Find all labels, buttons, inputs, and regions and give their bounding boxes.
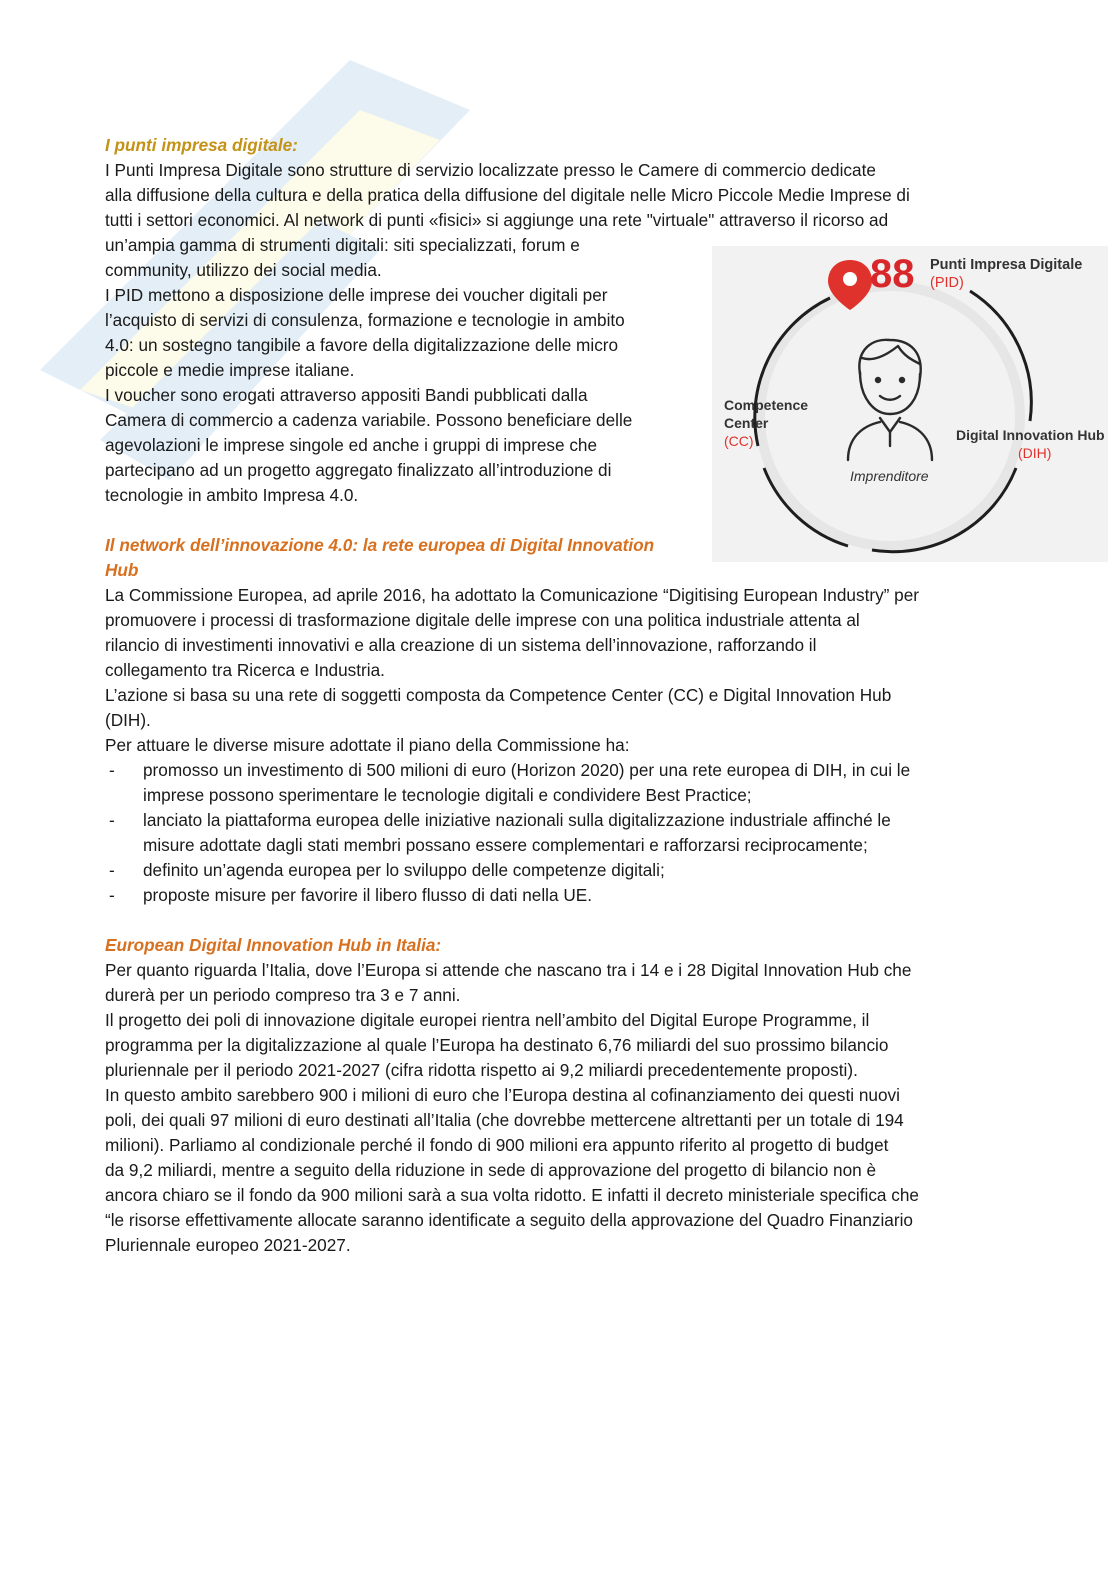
paragraph-line: milioni). Parliamo al condizionale perché il fondo di 900 milioni era appunto riferito al progetto di budget (105, 1135, 889, 1155)
bullet-item-line: promosso un investimento di 500 milioni di euro (Horizon 2020) per una rete europea di DIH, in cui le (143, 760, 911, 780)
bullet-dash: - (109, 885, 115, 905)
paragraph-line: I Punti Impresa Digitale sono strutture di servizio localizzate presso le Camere di commercio dedicate (105, 160, 876, 180)
section-heading-network-cont: Hub (105, 560, 139, 580)
paragraph-line: Pluriennale europeo 2021-2027. (105, 1235, 351, 1255)
paragraph-line: partecipano ad un progetto aggregato finalizzato all’introduzione di (105, 460, 612, 480)
paragraph-line: programma per la digitalizzazione al quale l’Europa ha destinato 6,76 miliardi del suo prossimo bilancio (105, 1035, 889, 1055)
paragraph-line: pluriennale per il periodo 2021-2027 (cifra ridotta rispetto ai 9,2 miliardi precedentemente proposti). (105, 1060, 858, 1080)
paragraph-line: durerà per un periodo compreso tra 3 e 7 anni. (105, 985, 461, 1005)
paragraph-line: (DIH). (105, 710, 151, 730)
entrepreneur-label: Imprenditore (850, 468, 929, 484)
paragraph-line: alla diffusione della cultura e della pratica della diffusione del digitale nelle Micro Piccole Medie Imprese di (105, 185, 910, 205)
bullet-dash: - (109, 860, 115, 880)
bullet-dash: - (109, 760, 115, 780)
dih-label (956, 426, 1105, 462)
entrepreneur-icon (848, 340, 932, 460)
pid-title (930, 256, 1082, 292)
section-heading-punti-impresa: I punti impresa digitale: (105, 135, 298, 155)
paragraph-line: agevolazioni le imprese singole ed anche i gruppi di imprese che (105, 435, 598, 455)
paragraph-line: Camera di commercio a cadenza variabile. Possono beneficiare delle (105, 410, 633, 430)
paragraph-line: Per quanto riguarda l’Italia, dove l’Europa si attende che nascano tra i 14 e i 28 Digital Innovation Hub che (105, 960, 912, 980)
pid-network-figure (712, 246, 1108, 562)
bullet-item-line: definito un’agenda europea per lo sviluppo delle competenze digitali; (143, 860, 665, 880)
dih-label-line: Digital Innovation Hub (956, 427, 1105, 443)
cc-label-line1: Competence (724, 397, 809, 413)
paragraph-line: tutti i settori economici. Al network di punti «fisici» si aggiunge una rete "virtuale" attraverso il ricorso ad (105, 210, 889, 230)
pid-abbr: (PID) (930, 275, 964, 291)
bullet-item-line: lanciato la piattaforma europea delle iniziative nazionali sulla digitalizzazione industriale affinché le (143, 810, 891, 830)
dih-abbr: (DIH) (1018, 445, 1052, 461)
paragraph-line: I PID mettono a disposizione delle imprese dei voucher digitali per (105, 285, 608, 305)
paragraph-line: Il progetto dei poli di innovazione digitale europei rientra nell’ambito del Digital Europe Programme, il (105, 1010, 870, 1030)
paragraph-line: un’ampia gamma di strumenti digitali: siti specializzati, forum e (105, 235, 580, 255)
paragraph-line: I voucher sono erogati attraverso appositi Bandi pubblicati dalla (105, 385, 588, 405)
bullet-item-line: imprese possono sperimentare le tecnologie digitali e condividere Best Practice; (143, 785, 752, 805)
paragraph-line: community, utilizzo dei social media. (105, 260, 382, 280)
paragraph-line: poli, dei quali 97 milioni di euro destinati all’Italia (che dovrebbe mettercene altrettanti per un totale di 194 (105, 1110, 904, 1130)
bullet-item-line: proposte misure per favorire il libero flusso di dati nella UE. (143, 885, 592, 905)
paragraph-line: La Commissione Europea, ad aprile 2016, ha adottato la Comunicazione “Digitising European Industry” per (105, 585, 920, 605)
paragraph-line: ancora chiaro se il fondo da 900 milioni sarà a sua volta ridotto. E infatti il decreto ministeriale specifica che (105, 1185, 919, 1205)
paragraph-line: piccole e medie imprese italiane. (105, 360, 355, 380)
paragraph-line: l’acquisto di servizi di consulenza, formazione e tecnologie in ambito (105, 310, 625, 330)
paragraph-line: L’azione si basa su una rete di soggetti composta da Competence Center (CC) e Digital Innovation Hub (105, 685, 892, 705)
paragraph-line: “le risorse effettivamente allocate saranno identificate a seguito della approvazione del Quadro Finanziario (105, 1210, 913, 1230)
cc-label-line2: Center (724, 415, 769, 431)
paragraph-line: promuovere i processi di trasformazione digitale delle imprese con una politica industriale attenta al (105, 610, 860, 630)
cc-abbr: (CC) (724, 433, 754, 449)
pid-count: 88 (870, 252, 915, 296)
section-heading-edih-italia: European Digital Innovation Hub in Italia: (105, 935, 442, 955)
paragraph-line: collegamento tra Ricerca e Industria. (105, 660, 385, 680)
paragraph-line: 4.0: un sostegno tangibile a favore della digitalizzazione delle micro (105, 335, 619, 355)
paragraph-line: Per attuare le diverse misure adottate il piano della Commissione ha: (105, 735, 630, 755)
paragraph-line: tecnologie in ambito Impresa 4.0. (105, 485, 359, 505)
paragraph-line: In questo ambito sarebbero 900 i milioni di euro che l’Europa destina al cofinanziamento dei questi nuovi (105, 1085, 900, 1105)
paragraph-line: rilancio di investimenti innovativi e alla creazione di un sistema dell’innovazione, rafforzando il (105, 635, 817, 655)
cc-label (724, 396, 808, 450)
paragraph-line: da 9,2 miliardi, mentre a seguito della riduzione in sede di approvazione del progetto di bilancio non è (105, 1160, 877, 1180)
pid-title-label: Punti Impresa Digitale (930, 257, 1083, 273)
bullet-item-line: misure adottate dagli stati membri possano essere complementari e rafforzarsi reciprocamente; (143, 835, 868, 855)
section-heading-network: Il network dell’innovazione 4.0: la rete europea di Digital Innovation (105, 535, 655, 555)
bullet-dash: - (109, 810, 115, 830)
